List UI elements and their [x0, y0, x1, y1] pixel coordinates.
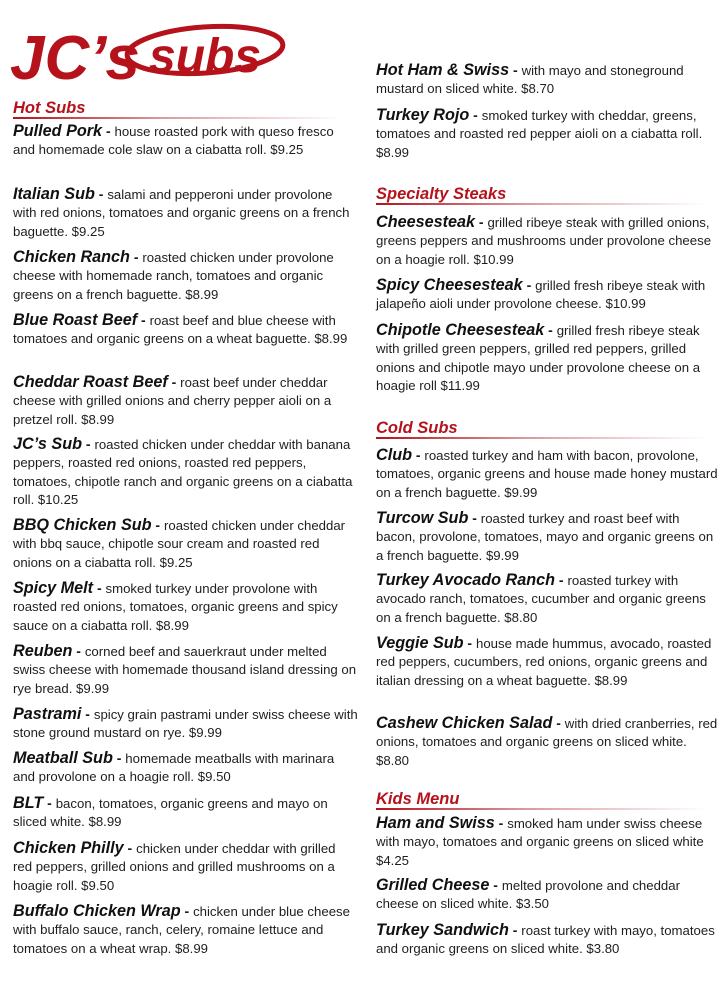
- logo-jc-text: JC’s: [10, 24, 140, 86]
- item-name: BLT: [13, 794, 44, 812]
- section-heading-specialty-steaks: [376, 184, 506, 204]
- menu-item: Cashew Chicken Salad - with dried cranberries, red onions, tomatoes and organic greens on sliced white. $8.80: [376, 714, 718, 768]
- item-description: corned beef and sauerkraut under melted swiss cheese with homemade thousand island dressing on rye bread. $9.99: [13, 644, 357, 696]
- menu-item: Buffalo Chicken Wrap - chicken under blue cheese with buffalo sauce, ranch, celery, romaine lettuce and tomatoes on a wheat wrap. $8.99: [13, 902, 350, 956]
- item-description: roast turkey with mayo, tomatoes and organic greens on sliced white. $3.80: [376, 923, 715, 957]
- logo-subs-text: subs: [149, 30, 262, 83]
- menu-item: Ham and Swiss - smoked ham under swiss cheese with mayo, tomatoes and organic greens on sliced white $4.25: [376, 814, 704, 868]
- menu-item: Turkey Rojo - smoked turkey with cheddar, greens, tomatoes and roasted red pepper aioli on a ciabatta roll. $8.99: [376, 106, 703, 160]
- menu-item: Pulled Pork - house roasted pork with queso fresco and homemade cole slaw on a ciabatta roll. $9.25: [13, 122, 334, 158]
- menu-item: Hot Ham & Swiss - with mayo and stoneground mustard on sliced white. $8.70: [376, 61, 684, 97]
- item-description: house made hummus, avocado, roasted red peppers, cucumbers, red onions, organic greens and italian dressing on a wheat baguette. $8.99: [376, 636, 712, 688]
- item-description: roasted turkey and roast beef with bacon, provolone, tomatoes, mayo and organic greens on a french baguette. $9.99: [376, 511, 714, 563]
- menu-item: Spicy Cheesesteak - grilled fresh ribeye steak with jalapeño aioli under provolone cheese. $10.99: [376, 276, 706, 312]
- item-name: Veggie Sub: [376, 634, 464, 652]
- item-name: JC’s Sub: [13, 435, 82, 453]
- item-name: Reuben: [13, 642, 73, 660]
- item-name: Chipotle Cheesesteak: [376, 321, 545, 339]
- item-name: Meatball Sub: [13, 749, 113, 767]
- item-name: Blue Roast Beef: [13, 311, 138, 329]
- section-heading-hot-subs: [13, 98, 85, 118]
- jcs-subs-logo: [8, 16, 298, 86]
- item-description: spicy grain pastrami under swiss cheese with stone ground mustard on rye. $9.99: [13, 707, 358, 741]
- item-name: Italian Sub: [13, 185, 95, 203]
- item-name: Pastrami: [13, 705, 82, 723]
- section-divider: [13, 117, 343, 119]
- item-description: with dried cranberries, red onions, tomatoes and organic greens on sliced white. $8.80: [376, 716, 718, 768]
- item-name: Cashew Chicken Salad: [376, 714, 553, 732]
- item-description: smoked turkey under provolone with roasted red onions, tomatoes, organic greens and spicy sauce on a ciabatta roll. $8.99: [13, 581, 338, 633]
- menu-item: Spicy Melt - smoked turkey under provolone with roasted red onions, tomatoes, organic greens and spicy sauce on a ciabatta roll. $8.99: [13, 579, 338, 633]
- section-divider: [376, 808, 706, 810]
- item-description: smoked ham under swiss cheese with mayo, tomatoes and organic greens on sliced white $4.25: [376, 816, 704, 868]
- menu-item: Blue Roast Beef - roast beef and blue cheese with tomatoes and organic greens on a wheat baguette. $8.99: [13, 311, 348, 347]
- menu-item: Cheesesteak - grilled ribeye steak with grilled onions, greens peppers and mushrooms under provolone cheese on a hoagie roll. $10.99: [376, 213, 712, 267]
- item-description: grilled fresh ribeye steak with grilled green peppers, grilled red peppers, grilled onions and chipotle mayo under provolone cheese on a hoagie roll $11.99: [376, 323, 701, 393]
- menu-item: Pastrami - spicy grain pastrami under swiss cheese with stone ground mustard on rye. $9.99: [13, 705, 358, 741]
- menu-item: BLT - bacon, tomatoes, organic greens and mayo on sliced white. $8.99: [13, 794, 328, 830]
- menu-item: Grilled Cheese - melted provolone and cheddar cheese on sliced white. $3.50: [376, 876, 680, 912]
- item-name: Spicy Cheesesteak: [376, 276, 523, 294]
- item-description: house roasted pork with queso fresco and homemade cole slaw on a ciabatta roll. $9.25: [13, 124, 334, 158]
- item-description: roast beef and blue cheese with tomatoes and organic greens on a wheat baguette. $8.99: [13, 313, 348, 347]
- menu-item: Reuben - corned beef and sauerkraut under melted swiss cheese with homemade thousand island dressing on rye bread. $9.99: [13, 642, 357, 696]
- item-name: Pulled Pork: [13, 122, 103, 140]
- menu-item: BBQ Chicken Sub - roasted chicken under cheddar with bbq sauce, chipotle sour cream and roasted red onions on a ciabatta roll. $9.25: [13, 516, 346, 570]
- item-name: Turkey Rojo: [376, 106, 470, 124]
- item-name: Hot Ham & Swiss: [376, 61, 510, 79]
- menu-item: Cheddar Roast Beef - roast beef under cheddar cheese with grilled onions and cherry pepper aioli on a pretzel roll. $8.99: [13, 373, 332, 427]
- menu-item: JC’s Sub - roasted chicken under cheddar with banana peppers, roasted red onions, roasted red peppers, tomatoes, chipotle ranch and organic greens on a ciabatta roll. $10.25: [13, 435, 353, 507]
- item-description: chicken under cheddar with grilled red peppers, grilled onions and grilled mushrooms on a hoagie roll. $9.50: [13, 841, 336, 893]
- menu-item: Veggie Sub - house made hummus, avocado, roasted red peppers, cucumbers, red onions, organic greens and italian dressing on a wheat baguette. $8.99: [376, 634, 712, 688]
- item-name: Spicy Melt: [13, 579, 94, 597]
- item-name: Cheddar Roast Beef: [13, 373, 168, 391]
- item-name: Turkey Sandwich: [376, 921, 509, 939]
- item-description: homemade meatballs with marinara and provolone on a hoagie roll. $9.50: [13, 751, 335, 785]
- item-description: salami and pepperoni under provolone with red onions, tomatoes and organic greens on a french baguette. $9.25: [13, 187, 350, 239]
- menu-item: Turkey Sandwich - roast turkey with mayo, tomatoes and organic greens on sliced white. $3.80: [376, 921, 715, 957]
- item-description: melted provolone and cheddar cheese on sliced white. $3.50: [376, 878, 680, 912]
- item-name: Cheesesteak: [376, 213, 475, 231]
- item-description: roasted chicken under cheddar with banana peppers, roasted red onions, roasted red peppers, tomatoes, chipotle ranch and organic greens on a ciabatta roll. $10.25: [13, 437, 353, 507]
- menu-item: Chicken Ranch - roasted chicken under provolone cheese with homemade ranch, tomatoes and organic greens on a french baguette. $8.99: [13, 248, 334, 302]
- section-divider: [376, 437, 706, 439]
- item-description: roasted chicken under provolone cheese with homemade ranch, tomatoes and organic greens on a french baguette. $8.99: [13, 250, 334, 302]
- item-name: Turkey Avocado Ranch: [376, 571, 556, 589]
- item-name: Club: [376, 446, 412, 464]
- item-description: bacon, tomatoes, organic greens and mayo on sliced white. $8.99: [13, 796, 328, 830]
- item-description: smoked turkey with cheddar, greens, tomatoes and roasted red pepper aioli on a ciabatta roll. $8.99: [376, 108, 703, 160]
- section-title: Specialty Steaks: [376, 185, 507, 203]
- menu-item: Turcow Sub - roasted turkey and roast beef with bacon, provolone, tomatoes, mayo and organic greens on a french baguette. $9.99: [376, 509, 714, 563]
- item-name: Chicken Ranch: [13, 248, 130, 266]
- item-description: roasted turkey and ham with bacon, provolone, tomatoes, organic greens and house made honey mustard on a french baguette. $9.99: [376, 448, 718, 500]
- section-divider: [376, 203, 706, 205]
- item-name: Turcow Sub: [376, 509, 469, 527]
- section-title: Hot Subs: [13, 99, 86, 117]
- item-description: roasted chicken under cheddar with bbq sauce, chipotle sour cream and roasted red onions on a ciabatta roll. $9.25: [13, 518, 346, 570]
- menu-item: Chipotle Cheesesteak - grilled fresh ribeye steak with grilled green peppers, grilled red peppers, grilled onions and chipotle mayo under provolone cheese on a hoagie roll $11.99: [376, 321, 701, 393]
- item-description: chicken under blue cheese with buffalo sauce, ranch, celery, romaine lettuce and tomatoes on a wheat wrap. $8.99: [13, 904, 350, 956]
- item-description: with mayo and stoneground mustard on sliced white. $8.70: [376, 63, 684, 97]
- menu-item: Turkey Avocado Ranch - roasted turkey with avocado ranch, tomatoes, cucumber and organic greens on a french baguette. $8.80: [376, 571, 706, 625]
- item-name: BBQ Chicken Sub: [13, 516, 152, 534]
- item-name: Chicken Philly: [13, 839, 124, 857]
- menu-item: Meatball Sub - homemade meatballs with marinara and provolone on a hoagie roll. $9.50: [13, 749, 335, 785]
- item-description: grilled ribeye steak with grilled onions, greens peppers and mushrooms under provolone cheese on a hoagie roll. $10.99: [376, 215, 712, 267]
- section-heading-cold-subs: [376, 418, 458, 438]
- menu-item: Club - roasted turkey and ham with bacon, provolone, tomatoes, organic greens and house made honey mustard on a french baguette. $9.99: [376, 446, 718, 500]
- item-name: Ham and Swiss: [376, 814, 495, 832]
- item-description: roast beef under cheddar cheese with grilled onions and cherry pepper aioli on a pretzel roll. $8.99: [13, 375, 332, 427]
- section-title: Cold Subs: [376, 419, 458, 437]
- menu-item: Chicken Philly - chicken under cheddar with grilled red peppers, grilled onions and grilled mushrooms on a hoagie roll. $9.50: [13, 839, 336, 893]
- section-title: Kids Menu: [376, 790, 460, 808]
- item-name: Buffalo Chicken Wrap: [13, 902, 181, 920]
- item-name: Grilled Cheese: [376, 876, 490, 894]
- menu-item: Italian Sub - salami and pepperoni under provolone with red onions, tomatoes and organic greens on a french baguette. $9.25: [13, 185, 350, 239]
- item-description: roasted turkey with avocado ranch, tomatoes, cucumber and organic greens on a french baguette. $8.80: [376, 573, 706, 625]
- item-description: grilled fresh ribeye steak with jalapeño aioli under provolone cheese. $10.99: [376, 278, 706, 312]
- section-heading-kids-menu: [376, 789, 459, 809]
